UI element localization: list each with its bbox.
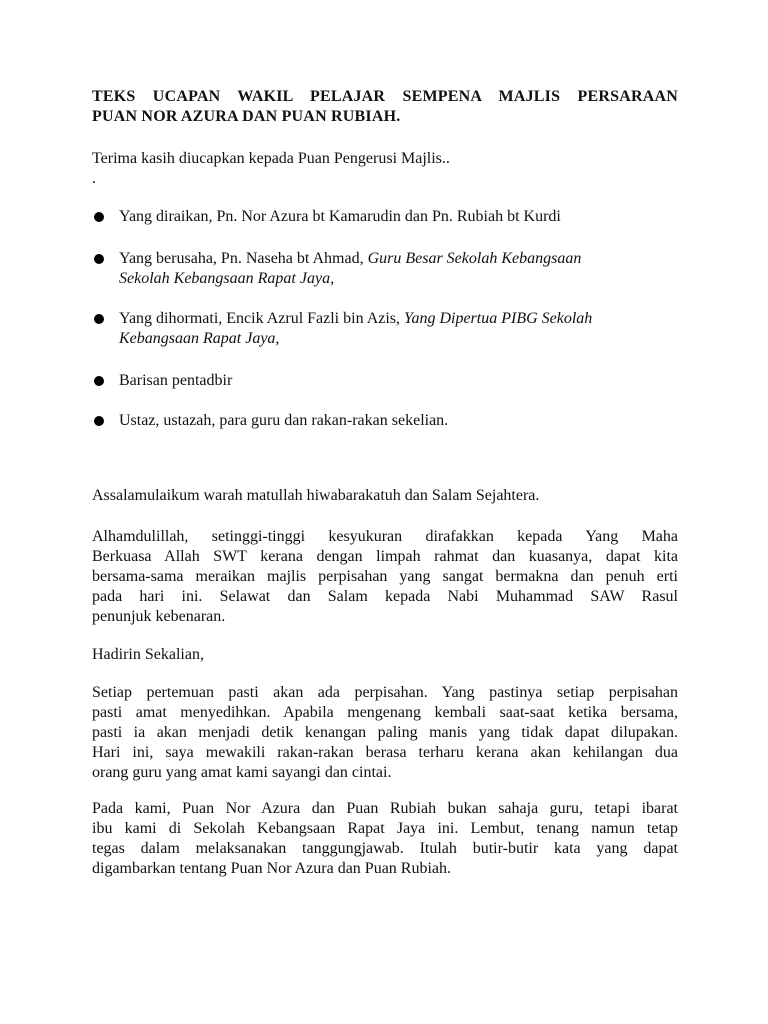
title-line: TEKS UCAPAN WAKIL PELAJAR SEMPENA MAJLIS PERSARAAN bbox=[92, 88, 678, 105]
salutation-text: Barisan pentadbir bbox=[119, 372, 233, 389]
paragraph-pada-kami bbox=[92, 799, 678, 879]
stray-dot: . bbox=[92, 170, 96, 187]
paragraph-line: pada hari ini. Selawat dan Salam kepada Nabi Muhammad SAW Rasul bbox=[92, 588, 678, 605]
salutation-role: Kebangsaan Rapat Jaya, bbox=[119, 330, 280, 347]
paragraph-line: digambarkan tentang Puan Nor Azura dan Puan Rubiah. bbox=[92, 860, 452, 877]
hadirin-text: Hadirin Sekalian, bbox=[92, 646, 204, 663]
salutation-text: Yang diraikan, Pn. Nor Azura bt Kamarudin dan Pn. Rubiah bt Kurdi bbox=[119, 208, 561, 225]
paragraph-line: orang guru yang amat kami sayangi dan cintai. bbox=[92, 764, 392, 781]
salutation-role: Yang Dipertua PIBG Sekolah bbox=[404, 310, 593, 327]
paragraph-line: Hari ini, saya mewakili rakan-rakan berasa terharu kerana akan kehilangan dua bbox=[92, 744, 678, 761]
salutation-role: Sekolah Kebangsaan Rapat Jaya, bbox=[119, 270, 335, 287]
paragraph-line: tegas dalam melaksanakan tanggungjawab. Itulah butir-butir kata yang dapat bbox=[92, 840, 678, 857]
salutation-text: Ustaz, ustazah, para guru dan rakan-rakan sekelian. bbox=[119, 412, 449, 429]
salutation-role: Guru Besar Sekolah Kebangsaan bbox=[367, 250, 582, 267]
bullet-icon bbox=[94, 254, 104, 264]
paragraph-line: Pada kami, Puan Nor Azura dan Puan Rubiah bukan sahaja guru, tetapi ibarat bbox=[92, 800, 678, 817]
bullet-icon bbox=[94, 376, 104, 386]
salutation-text: Yang berusaha, Pn. Naseha bt Ahmad, bbox=[119, 250, 364, 267]
greeting-text: Terima kasih diucapkan kepada Puan Pengerusi Majlis.. bbox=[92, 150, 450, 167]
paragraph-line: ibu kami di Sekolah Kebangsaan Rapat Jaya ini. Lembut, tenang namun tetap bbox=[92, 820, 678, 837]
salam-text: Assalamulaikum warah matullah hiwabarakatuh dan Salam Sejahtera. bbox=[92, 487, 540, 504]
paragraph-line: penunjuk kebenaran. bbox=[92, 608, 226, 625]
title-line: PUAN NOR AZURA DAN PUAN RUBIAH. bbox=[92, 108, 401, 125]
document-title bbox=[92, 87, 678, 127]
bullet-icon bbox=[94, 416, 104, 426]
paragraph-line: Alhamdulillah, setinggi-tinggi kesyukuran dirafakkan kepada Yang Maha bbox=[92, 528, 678, 545]
paragraph-line: Berkuasa Allah SWT kerana dengan limpah rahmat dan kuasanya, dapat kita bbox=[92, 548, 678, 565]
bullet-icon bbox=[94, 212, 104, 222]
salutation-text: Yang dihormati, Encik Azrul Fazli bin Azis, bbox=[119, 310, 401, 327]
paragraph-line: bersama-sama meraikan majlis perpisahan yang sangat bermakna dan penuh erti bbox=[92, 568, 678, 585]
paragraph-line: pasti ia akan menjadi detik kenangan paling manis yang tidak dapat dilupakan. bbox=[92, 724, 678, 741]
paragraph-line: Setiap pertemuan pasti akan ada perpisahan. Yang pastinya setiap perpisahan bbox=[92, 684, 678, 701]
paragraph-line: pasti amat menyedihkan. Apabila mengenang kembali saat-saat ketika bersama, bbox=[92, 704, 678, 721]
bullet-icon bbox=[94, 314, 104, 324]
paragraph-pertemuan bbox=[92, 683, 678, 783]
paragraph-alhamdulillah bbox=[92, 527, 678, 627]
